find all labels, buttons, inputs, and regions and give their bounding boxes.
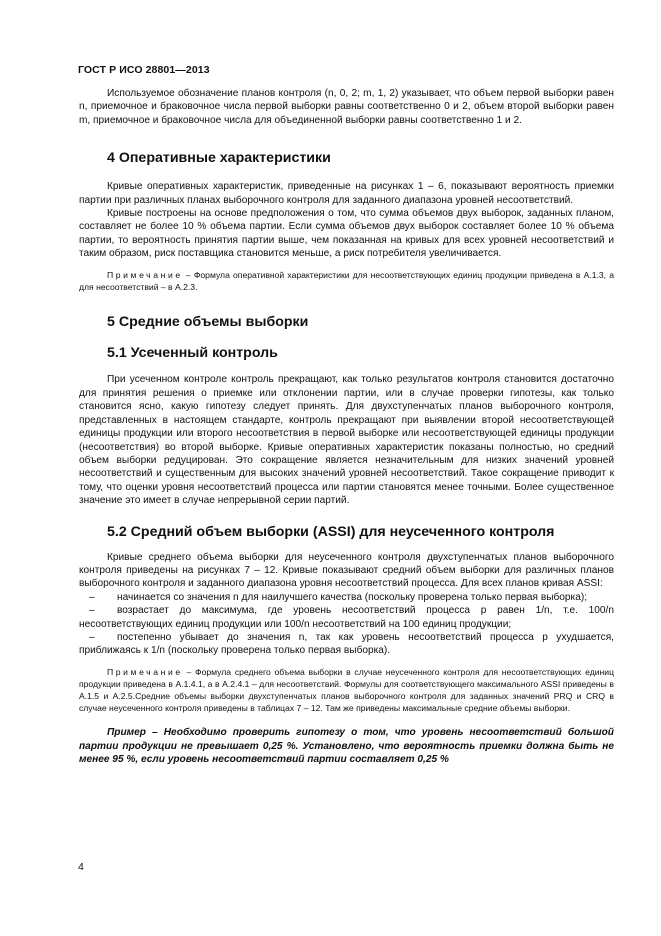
note-text: – Формула оперативной характеристики для несоответствующих единиц продукции приведена в А.1.3, а для несоответствий – в А.2.3.: [79, 269, 614, 292]
section-5-2-note: [79, 667, 614, 715]
note-label: Примечание: [107, 269, 183, 280]
list-item: – возрастает до максимума, где уровень несоответствий процесса p равен 1/n, т.е. 100/n несоответствующих единиц продукции или 100/n несоответствий на 100 единиц продукции;: [79, 605, 614, 630]
list-dash: –: [89, 605, 95, 617]
section-5-1-heading: 5.1 Усеченный контроль: [107, 345, 278, 362]
section-4-note: [79, 270, 614, 294]
section-5-2-paragraph: Кривые среднего объема выборки для неусеченного контроля двухступенчатых планов выборочного контроля приведены на рисунках 7 – 12. Кривые показывают средний объем выборки для различных планов выборочного контроля и заданного диапазона уровня несоответствий процесса. Для всех планов кривая ASSI:: [79, 551, 614, 590]
list-item: – начинается со значения n для наилучшего качества (поскольку проверена только первая выборка);: [89, 591, 588, 603]
section-5-heading: 5 Средние объемы выборки: [107, 314, 309, 331]
note-label: Примечание: [107, 666, 183, 677]
section-5-2-heading: 5.2 Средний объем выборки (ASSI) для неусеченного контроля: [107, 523, 555, 540]
section-4-paragraph-1: Кривые оперативных характеристик, приведенные на рисунках 1 – 6, показывают вероятность приемки партии при различных планах выборочного контроля для заданного диапазона уровней несоответствий.: [79, 181, 614, 206]
section-4-paragraph-2: Кривые построены на основе предположения о том, что сумма объемов двух выборок, заданных планом, составляет не более 10 % объема партии. Если сумма объемов двух выборок составляет более 10 % объема партии, то вероятность принятия партии выше, чем показанная на кривых для всех уровней несоответствий и таким образом, риск поставщика становится меньше, а риск потребителя увеличивается.: [79, 208, 614, 260]
section-5-1-paragraph: При усеченном контроле контроль прекращают, как только результатов контроля становится достаточно для принятия решения о приемке или отклонении партии, или в случае проверки гипотезы, как только становится ясно, какую гипотезу следует принять. Для двухступенчатых планов выборочного контроля, представленных в настоящем стандарте, контроль прекращают при выявлении второй несоответствующей единицы продукции или второго несоответствия в первой выборке или несоответствующей единицы продукции (несоответствия) во второй выборке. Кривые оперативных характеристик показаны полностью, но средний объем выборки редуцирован. Это сокращение является незначительным для низких значений уровней несоответствий и существенным для высоких значений уровней несоответствий. Такое сокращение приводит к тому, что оценки уровня несоответствий процесса или партии становятся менее точными. Более существенное значение это имеет в случае непрерывной серии партий.: [79, 374, 614, 507]
section-4-heading: 4 Оперативные характеристики: [107, 150, 331, 167]
page-content: [79, 87, 614, 767]
list-dash: –: [89, 591, 95, 603]
list-item: – постепенно убывает до значения n, так как уровень несоответствий процесса p ухудшается, приближаясь к 1/n (поскольку проверена только первая выборка).: [79, 631, 614, 657]
running-header: ГОСТ Р ИСО 28801—2013: [78, 64, 210, 76]
list-dash: –: [89, 631, 95, 643]
example-paragraph: Пример – Необходимо проверить гипотезу о том, что уровень несоответствий большой партии продукции не превышает 0,25 %. Установлено, что вероятность приемки должна быть не менее 95 %, если уровень несоответствий партии составляет 0,25 %: [79, 727, 614, 766]
note-text: – Формула среднего объема выборки в случае неусеченного контроля для несоответствующих единиц продукции приведена в А.1.4.1, а в А.2.4.1 – для несоответствий. Формулы для соответствующего максимального ASSI приведены в А.1.5 и А.2.5.Средние объемы выборки двухступенчатых планов выборочного контроля для заданных значений PRQ и CRQ в случае неусеченного контроля приведены в таблицах 7 – 12. Там же приведены максимальные средние объемы выборки.: [79, 666, 614, 713]
page-number: 4: [78, 861, 84, 873]
intro-paragraph: Используемое обозначение планов контроля (n, 0, 2; m, 1, 2) указывает, что объем первой выборки равен n, приемочное и браковочное числа первой выборки равны соответственно 0 и 2, объем второй выборки равен m, приемочное и браковочное числа для объединенной выборки равны соответственно 1 и 2.: [79, 88, 614, 126]
